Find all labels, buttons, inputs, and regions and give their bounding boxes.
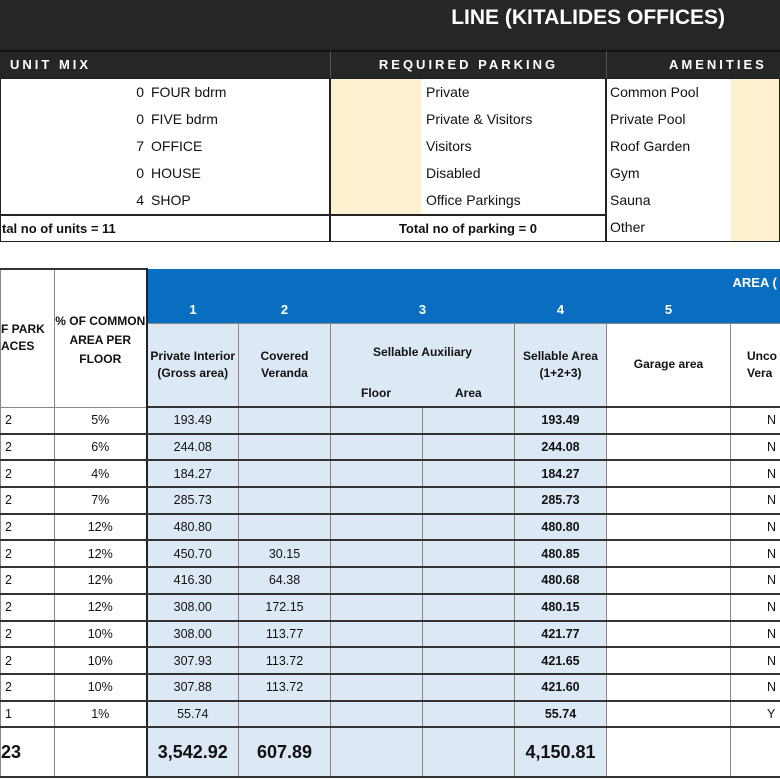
table-cell[interactable]: 244.08 [147,434,239,461]
table-cell[interactable] [607,701,731,728]
total-cell: 23 [1,727,55,777]
table-cell[interactable] [423,647,515,674]
table-cell[interactable]: 193.49 [515,407,607,434]
table-cell[interactable]: 2 [1,514,55,541]
total-cell [55,727,147,777]
unit-type-label: OFFICE [151,138,203,154]
table-cell[interactable]: 450.70 [147,540,239,567]
table-cell[interactable]: 421.60 [515,674,607,701]
table-cell[interactable]: N [731,540,780,567]
amenity-label: Roof Garden [610,138,691,154]
unit-type-label: HOUSE [151,165,201,181]
table-cell[interactable]: N [731,407,780,434]
aux-area-label: Area [455,386,482,400]
table-cell[interactable] [423,460,515,487]
table-cell[interactable]: 421.77 [515,621,607,648]
table-cell[interactable] [331,487,423,514]
area-header [147,269,780,296]
unit-mix-box [0,78,330,215]
table-cell[interactable]: 244.08 [515,434,607,461]
table-cell[interactable]: 2 [1,674,55,701]
table-cell[interactable]: 184.27 [147,460,239,487]
amenity-label: Common Pool [610,84,699,100]
table-cell[interactable] [331,674,423,701]
table-cell[interactable]: 285.73 [147,487,239,514]
table-cell[interactable]: 12% [55,540,147,567]
table-cell[interactable]: 12% [55,567,147,594]
private-interior-header: Private Interior (Gross area) [147,323,239,407]
area-header-label: AREA ( [732,275,777,290]
parking-total: Total no of parking = 0 [398,221,538,236]
table-cell[interactable]: N [731,674,780,701]
table-cell[interactable] [607,647,731,674]
unit-count: 7 [136,138,144,154]
sellable-area-header: Sellable Area (1+2+3) [515,323,607,407]
table-cell[interactable] [423,514,515,541]
table-cell[interactable] [239,701,331,728]
table-cell[interactable]: 113.77 [239,621,331,648]
table-cell[interactable]: 113.72 [239,647,331,674]
parking-type-label: Office Parkings [426,192,521,208]
table-row [1,567,780,594]
amenity-label: Private Pool [610,111,686,127]
table-cell[interactable]: 55.74 [515,701,607,728]
table-row [1,514,780,541]
table-cell[interactable]: 2 [1,594,55,621]
table-row [1,487,780,514]
table-cell[interactable] [331,460,423,487]
table-cell[interactable]: 308.00 [147,594,239,621]
table-cell[interactable]: 113.72 [239,674,331,701]
total-cell: 4,150.81 [515,727,607,777]
table-row [1,594,780,621]
unit-total: tal no of units = 11 [2,221,116,236]
table-cell[interactable] [607,567,731,594]
table-cell[interactable] [423,701,515,728]
table-cell[interactable]: 193.49 [147,407,239,434]
sheet-title: LINE (KITALIDES OFFICES) [451,6,725,29]
parking-type-label: Private [426,84,470,100]
total-cell [423,727,515,777]
unit-mix-header: UNIT MIX [0,50,330,78]
table-cell[interactable] [607,434,731,461]
table-cell[interactable]: 55.74 [147,701,239,728]
total-cell: 607.89 [239,727,331,777]
table-cell[interactable]: N [731,434,780,461]
amenities-input-column[interactable] [731,79,779,241]
table-cell[interactable]: 7% [55,487,147,514]
table-row [1,460,780,487]
parking-header: REQUIRED PARKING [330,50,606,78]
table-cell[interactable]: Y [731,701,780,728]
table-cell[interactable]: 308.00 [147,621,239,648]
table-cell[interactable]: 480.68 [515,567,607,594]
table-cell[interactable] [607,407,731,434]
amenities-box [606,78,780,242]
table-cell[interactable]: 421.65 [515,647,607,674]
total-cell: 3,542.92 [147,727,239,777]
park-spaces-header [1,269,55,407]
parking-box [330,78,606,215]
uncovered-veranda-header: Unco Vera [731,323,780,407]
table-cell[interactable]: N [731,594,780,621]
covered-veranda-header: Covered Veranda [239,323,331,407]
table-cell[interactable] [239,434,331,461]
table-cell[interactable]: 64.38 [239,567,331,594]
table-cell[interactable]: 480.15 [515,594,607,621]
table-cell[interactable] [607,514,731,541]
table-cell[interactable]: N [731,621,780,648]
sellable-auxiliary-header [331,323,515,407]
table-cell[interactable]: 5% [55,407,147,434]
table-cell[interactable] [607,674,731,701]
table-cell[interactable]: 12% [55,514,147,541]
common-area-header: % OF COMMON AREA PER FLOOR [55,269,147,407]
parking-type-label: Disabled [426,165,481,181]
table-cell[interactable] [607,460,731,487]
table-cell[interactable]: 2 [1,407,55,434]
unit-total-cell [0,214,330,242]
unit-count: 0 [136,165,144,181]
table-cell[interactable]: 2 [1,621,55,648]
table-cell[interactable]: 307.88 [147,674,239,701]
table-cell[interactable] [331,594,423,621]
col-number-2: 2 [239,296,331,323]
table-cell[interactable] [607,621,731,648]
table-row [1,540,780,567]
table-cell[interactable]: 2 [1,647,55,674]
table-cell[interactable] [423,540,515,567]
table-cell[interactable]: 1 [1,701,55,728]
amenity-label: Gym [610,165,640,181]
table-cell[interactable]: 2 [1,460,55,487]
table-row [1,647,780,674]
parking-input-column[interactable] [331,79,421,214]
table-cell[interactable] [239,407,331,434]
col-number-6 [731,296,780,323]
col-number-4: 4 [515,296,607,323]
table-cell[interactable]: 4% [55,460,147,487]
total-cell [331,727,423,777]
table-cell[interactable] [331,514,423,541]
table-cell[interactable] [607,540,731,567]
unit-count: 0 [136,84,144,100]
table-cell[interactable]: 285.73 [515,487,607,514]
table-cell[interactable]: 307.93 [147,647,239,674]
totals-row [1,727,780,777]
table-cell[interactable]: N [731,460,780,487]
table-cell[interactable]: N [731,487,780,514]
unit-type-label: SHOP [151,192,191,208]
table-row [1,407,780,434]
table-cell[interactable]: N [731,647,780,674]
table-cell[interactable]: 184.27 [515,460,607,487]
table-cell[interactable]: 480.80 [515,514,607,541]
table-cell[interactable] [423,487,515,514]
table-cell[interactable] [423,434,515,461]
table-cell[interactable] [331,407,423,434]
table-cell[interactable]: 1% [55,701,147,728]
table-cell[interactable]: 10% [55,621,147,648]
parking-total-cell [330,214,606,242]
table-cell[interactable]: 2 [1,567,55,594]
table-cell[interactable]: N [731,567,780,594]
col-number-1: 1 [147,296,239,323]
table-cell[interactable] [331,647,423,674]
table-cell[interactable] [607,594,731,621]
sellable-auxiliary-label: Sellable Auxiliary [373,344,472,359]
parking-type-label: Visitors [426,138,472,154]
amenity-label: Sauna [610,192,651,208]
table-cell[interactable] [331,434,423,461]
table-cell[interactable] [423,594,515,621]
table-cell[interactable]: 6% [55,434,147,461]
table-cell[interactable] [331,701,423,728]
amenities-header: AMENITIES [606,50,780,78]
unit-type-label: FOUR bdrm [151,84,227,100]
table-cell[interactable] [331,567,423,594]
total-cell [607,727,731,777]
table-cell[interactable] [331,540,423,567]
table-cell[interactable] [331,621,423,648]
table-cell[interactable] [423,567,515,594]
table-cell[interactable]: 10% [55,674,147,701]
table-row [1,701,780,728]
table-cell[interactable] [239,487,331,514]
unit-count: 4 [136,192,144,208]
unit-type-label: FIVE bdrm [151,111,218,127]
table-cell[interactable]: 2 [1,434,55,461]
table-cell[interactable]: 12% [55,594,147,621]
parking-type-label: Private & Visitors [426,111,533,127]
col-number-5: 5 [607,296,731,323]
table-cell[interactable]: 172.15 [239,594,331,621]
amenity-label: Other [610,219,646,235]
table-row [1,674,780,701]
park-spaces-label: F PARK ACES [1,322,45,354]
table-cell[interactable]: 2 [1,487,55,514]
unit-count: 0 [136,111,144,127]
table-cell[interactable] [423,621,515,648]
table-cell[interactable] [423,674,515,701]
table-cell[interactable]: 416.30 [147,567,239,594]
table-cell[interactable]: 480.80 [147,514,239,541]
table-cell[interactable]: 30.15 [239,540,331,567]
table-cell[interactable] [423,407,515,434]
total-cell [731,727,780,777]
table-cell[interactable]: N [731,514,780,541]
table-cell[interactable] [239,514,331,541]
area-table [0,268,780,778]
table-cell[interactable]: 10% [55,647,147,674]
col-number-3: 3 [331,296,515,323]
aux-floor-label: Floor [361,386,391,400]
table-cell[interactable] [239,460,331,487]
table-cell[interactable] [607,487,731,514]
garage-area-header: Garage area [607,323,731,407]
table-cell[interactable]: 480.85 [515,540,607,567]
table-cell[interactable]: 2 [1,540,55,567]
table-row [1,434,780,461]
table-row [1,621,780,648]
